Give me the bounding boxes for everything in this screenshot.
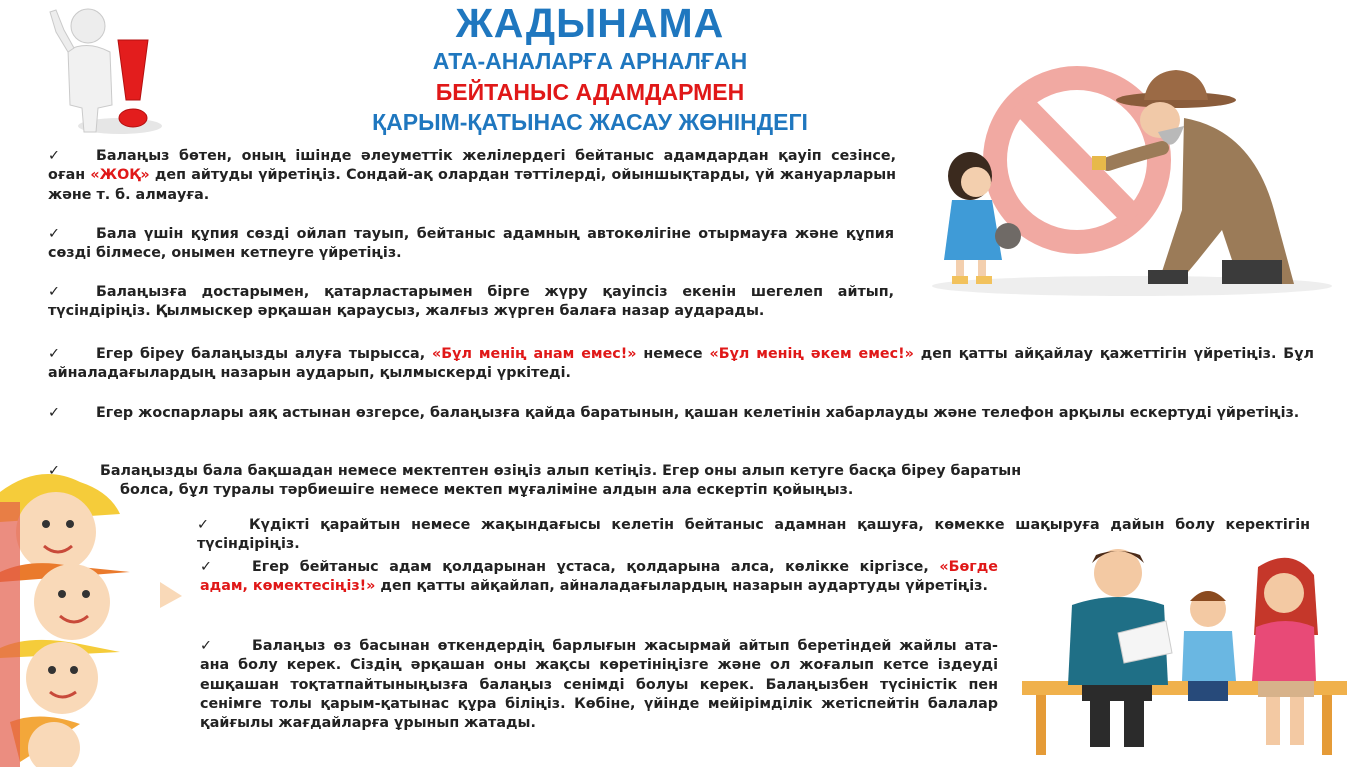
subtitle-strangers: БЕЙТАНЫС АДАМДАРМЕН <box>435 79 745 105</box>
advice-text: Күдікті қарайтын немесе жақындағысы келетін бейтаныс адамнан қашуға, көмекке шақыруға дайын болу керектігін түсіндіріңіз. <box>197 517 1310 553</box>
page-title: ЖАДЫНАМА <box>455 0 725 46</box>
subtitle-communication: ҚАРЫМ-ҚАТЫНАС ЖАСАУ ЖӨНІНДЕГІ <box>372 109 808 135</box>
advice-text: Егер бейтаныс адам қолдарынан ұстаса, қолдарына алса, көлікке кіргізсе, <box>252 559 940 575</box>
kids-column-illustration <box>0 462 185 767</box>
advice-item-9 <box>200 637 998 733</box>
advice-highlight: «Бөгде адам, көмектесіңіз!» <box>200 559 998 595</box>
stranger-child-illustration <box>922 60 1332 300</box>
advice-text: Балаңыз бөтен, оның ішінде әлеуметтік желілердегі бейтаныс адамдардан қауіп сезінсе, оған <box>48 148 896 184</box>
advice-text: деп қатты айқайлау қажеттігін үйретіңіз. Бұл айналадағылардың назарын аударып, қылмыскерді үркітеді. <box>48 346 1314 382</box>
advice-text: болса, бұл туралы тәрбиешіге немесе мектеп мұғаліміне алдын ала ескертіп қойыңыз. <box>120 482 854 499</box>
check-icon: ✓ <box>48 346 60 362</box>
check-icon: ✓ <box>48 284 60 300</box>
advice-text: деп айтуды үйретіңіз. Сондай-ақ олардан тәттілерді, ойыншықтарды, үй жануарларын және т. б. алмауға. <box>48 167 897 203</box>
family-illustration <box>1022 545 1347 755</box>
advice-text: деп қатты айқайлап, айналадағылардың назарын аудартуды үйретіңіз. <box>375 578 988 595</box>
advice-text: Егер біреу балаңызды алуға тырысса, <box>96 346 433 362</box>
advice-text: Балаңызға достарымен, қатарластарымен бірге жүру қауіпсіз екенін шегелеп айтып, түсіндіріңіз. Қылмыскер әрқашан қараусыз, жалғыз жүрген балаға назар аударады. <box>48 284 894 320</box>
advice-item-1 <box>48 147 896 205</box>
advice-text: немесе <box>636 346 710 362</box>
advice-item-3 <box>48 283 894 322</box>
advice-text: Егер жоспарлары аяқ астынан өзгерсе, балаңызға қайда баратынын, қашан келетінін хабарлауды және телефон арқылы ескертуді үйретіңіз. <box>96 405 1300 421</box>
advice-highlight: «Бұл менің әкем емес!» <box>709 346 914 362</box>
advice-item-6 <box>48 462 1314 501</box>
advice-item-7 <box>197 516 1310 555</box>
advice-text: Балаңызды бала бақшадан немесе мектептен өзіңіз алып кетіңіз. Егер оны алып кетуге басқа біреу баратын <box>100 463 1022 479</box>
check-icon: ✓ <box>48 148 60 164</box>
check-icon: ✓ <box>48 463 60 479</box>
subtitle-parents: АТА-АНАЛАРҒА АРНАЛҒАН <box>432 48 748 74</box>
advice-highlight: «Бұл менің анам емес!» <box>432 346 637 362</box>
check-icon: ✓ <box>200 638 212 654</box>
check-icon: ✓ <box>197 517 209 533</box>
advice-text: Бала үшін құпия сөзді ойлап тауып, бейтаныс адамның автокөлігіне отырмауға және құпия сөзді білмесе, онымен кетпеуге үйретіңіз. <box>48 226 894 262</box>
advice-item-8 <box>200 558 998 597</box>
advice-item-5 <box>48 404 1314 423</box>
check-icon: ✓ <box>48 226 60 242</box>
advice-highlight: «ЖОҚ» <box>90 167 150 184</box>
check-icon: ✓ <box>48 405 60 421</box>
exclamation-person-illustration <box>40 0 170 138</box>
check-icon: ✓ <box>200 559 212 575</box>
advice-item-2 <box>48 225 894 264</box>
advice-text: Балаңыз өз басынан өткендердің барлығын жасырмай айтып беретіндей жайлы ата-ана болу керек. Сіздің әрқашан оны жақсы көретініңізге және ол жоғалып кетсе іздеуді ешқашан тоқтатпайтыныңызға балаңыз сенімді болуы керек. Балаңызбен түсіністік пен сенімге толы қарым-қатынас құра біліңіз. Көбіне, үйінде мейірімділік жетіспейтін балалар қайғылы жағдайларға ұрынып жатады. <box>200 638 998 732</box>
advice-item-4 <box>48 345 1314 384</box>
